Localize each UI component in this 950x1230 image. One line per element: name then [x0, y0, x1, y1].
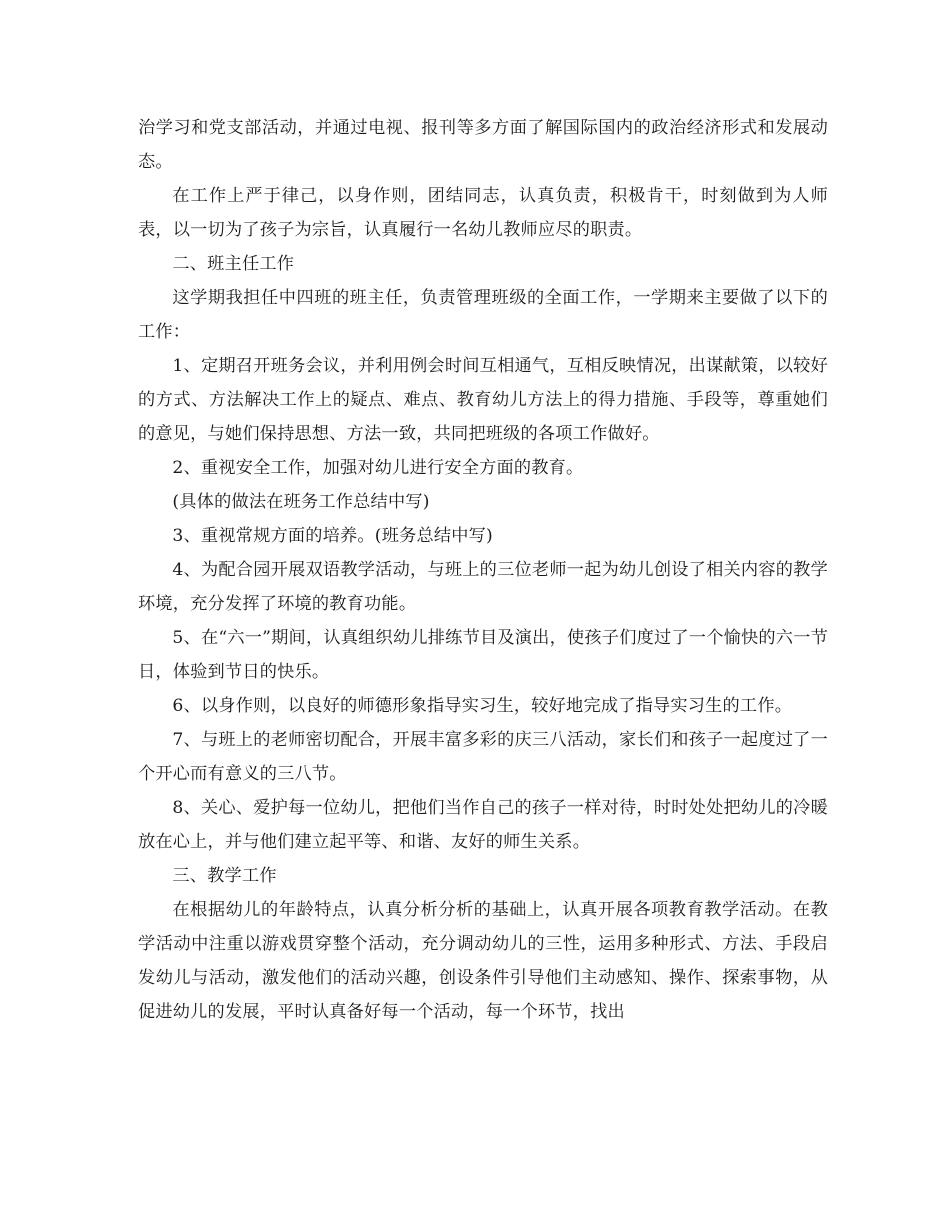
paragraph: 这学期我担任中四班的班主任，负责管理班级的全面工作，一学期来主要做了以下的工作： — [138, 288, 828, 342]
section-heading: 二、班主任工作 — [172, 254, 295, 274]
list-item: 2、重视安全工作，加强对幼儿进行安全方面的教育。 — [172, 458, 584, 478]
paragraph: 在根据幼儿的年龄特点，认真分析分析的基础上，认真开展各项教育教学活动。在教学活动中注重以游戏贯穿整个活动，充分调动幼儿的三性，运用多种形式、方法、手段启发幼儿与活动，激发他们的活动兴趣，创设条件引导他们主动感知、操作、探索事物，从促进幼儿的发展，平时认真备好每一个活动，每一个环节，找出 — [138, 900, 828, 1022]
list-item: 8、关心、爱护每一位幼儿，把他们当作自己的孩子一样对待，时时处处把幼儿的冷暖放在心上，并与他们建立起平等、和谐、友好的师生关系。 — [138, 798, 828, 852]
document-body — [138, 111, 828, 1029]
list-item: 6、以身作则，以良好的师德形象指导实习生，较好地完成了指导实习生的工作。 — [172, 696, 793, 716]
list-item: 7、与班上的老师密切配合，开展丰富多彩的庆三八活动，家长们和孩子一起度过了一个开心而有意义的三八节。 — [138, 730, 828, 784]
section-heading: 三、教学工作 — [172, 866, 277, 886]
list-item: 4、为配合园开展双语教学活动，与班上的三位老师一起为幼儿创设了相关内容的教学环境，充分发挥了环境的教育功能。 — [138, 560, 828, 614]
paragraph-note: (具体的做法在班务工作总结中写) — [172, 492, 430, 512]
list-item: 5、在“六一”期间，认真组织幼儿排练节目及演出，使孩子们度过了一个愉快的六一节日，体验到节日的快乐。 — [138, 628, 828, 682]
list-item: 3、重视常规方面的培养。(班务总结中写) — [172, 526, 493, 546]
paragraph: 在工作上严于律己，以身作则，团结同志，认真负责，积极肯干，时刻做到为人师表，以一切为了孩子为宗旨，认真履行一名幼儿教师应尽的职责。 — [138, 186, 828, 240]
paragraph: 治学习和党支部活动，并通过电视、报刊等多方面了解国际国内的政治经济形式和发展动态。 — [138, 118, 828, 172]
list-item: 1、定期召开班务会议，并利用例会时间互相通气，互相反映情况，出谋献策，以较好的方式、方法解决工作上的疑点、难点、教育幼儿方法上的得力措施、手段等，尊重她们的意见，与她们保持思想、方法一致，共同把班级的各项工作做好。 — [138, 356, 828, 444]
